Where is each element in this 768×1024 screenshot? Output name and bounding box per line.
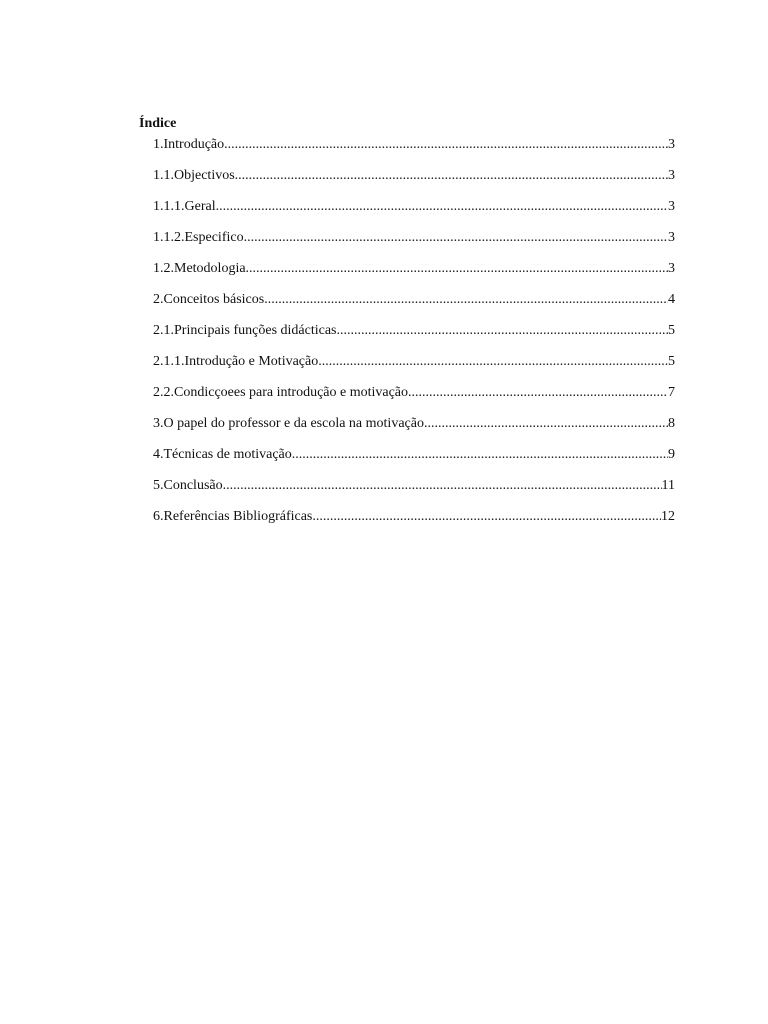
toc-entry-page: 8: [668, 416, 675, 431]
toc-entry: [153, 136, 675, 167]
toc-leader-dots: [337, 322, 668, 340]
toc-title: Índice: [139, 116, 177, 131]
toc-leader-dots: [292, 446, 668, 464]
toc-entry-label: 1.Introdução: [153, 137, 225, 152]
toc-leader-dots: [224, 136, 668, 154]
toc-entry: [153, 229, 675, 260]
toc-entry: [153, 446, 675, 477]
toc-leader-dots: [216, 198, 668, 216]
toc-entry-page: 9: [668, 447, 675, 462]
toc-entry: [153, 477, 675, 508]
toc-entry-page: 11: [661, 478, 675, 493]
toc-entry-label: 1.2.Metodologia: [153, 261, 246, 276]
toc-entry: [153, 353, 675, 384]
toc-leader-dots: [424, 415, 668, 433]
toc-leader-dots: [312, 508, 661, 526]
toc-entry-page: 4: [668, 292, 675, 307]
toc-leader-dots: [244, 229, 668, 247]
toc-entry: [153, 508, 675, 539]
toc-entry-page: 12: [661, 509, 675, 524]
toc-leader-dots: [264, 291, 668, 309]
toc-entry-label: 2.2.Condicçoees para introdução e motivação: [153, 385, 409, 400]
toc-entry-label: 1.1.1.Geral: [153, 199, 216, 214]
toc-entry-label: 6.Referências Bibliográficas: [153, 509, 313, 524]
toc-entry-label: 2.1.Principais funções didácticas: [153, 323, 337, 338]
toc-entry-page: 5: [668, 354, 675, 369]
toc-entry-label: 2.1.1.Introdução e Motivação: [153, 354, 319, 369]
toc-entry-label: 4.Técnicas de motivação: [153, 447, 292, 462]
toc-leader-dots: [318, 353, 668, 371]
toc-entry-label: 5.Conclusão: [153, 478, 223, 493]
toc-entry: [153, 384, 675, 415]
toc-entry: [153, 322, 675, 353]
toc-entry: [153, 198, 675, 229]
toc-entry-label: 3.O papel do professor e da escola na motivação: [153, 416, 424, 431]
toc-entry-page: 3: [668, 261, 675, 276]
toc-entry-label: 2.Conceitos básicos: [153, 292, 265, 307]
toc-entry: [153, 291, 675, 322]
toc-list: [153, 136, 675, 539]
toc-entry-label: 1.1.2.Especifico: [153, 230, 244, 245]
toc-entry-page: 3: [668, 230, 675, 245]
toc-entry: [153, 415, 675, 446]
toc-entry: [153, 260, 675, 291]
toc-leader-dots: [235, 167, 668, 185]
toc-leader-dots: [246, 260, 668, 278]
toc-leader-dots: [408, 384, 668, 402]
toc-leader-dots: [223, 477, 662, 495]
toc-entry-page: 3: [668, 168, 675, 183]
toc-entry-page: 5: [668, 323, 675, 338]
toc-entry-label: 1.1.Objectivos: [153, 168, 235, 183]
toc-entry-page: 3: [668, 137, 675, 152]
toc-entry: [153, 167, 675, 198]
toc-entry-page: 7: [668, 385, 675, 400]
toc-entry-page: 3: [668, 199, 675, 214]
